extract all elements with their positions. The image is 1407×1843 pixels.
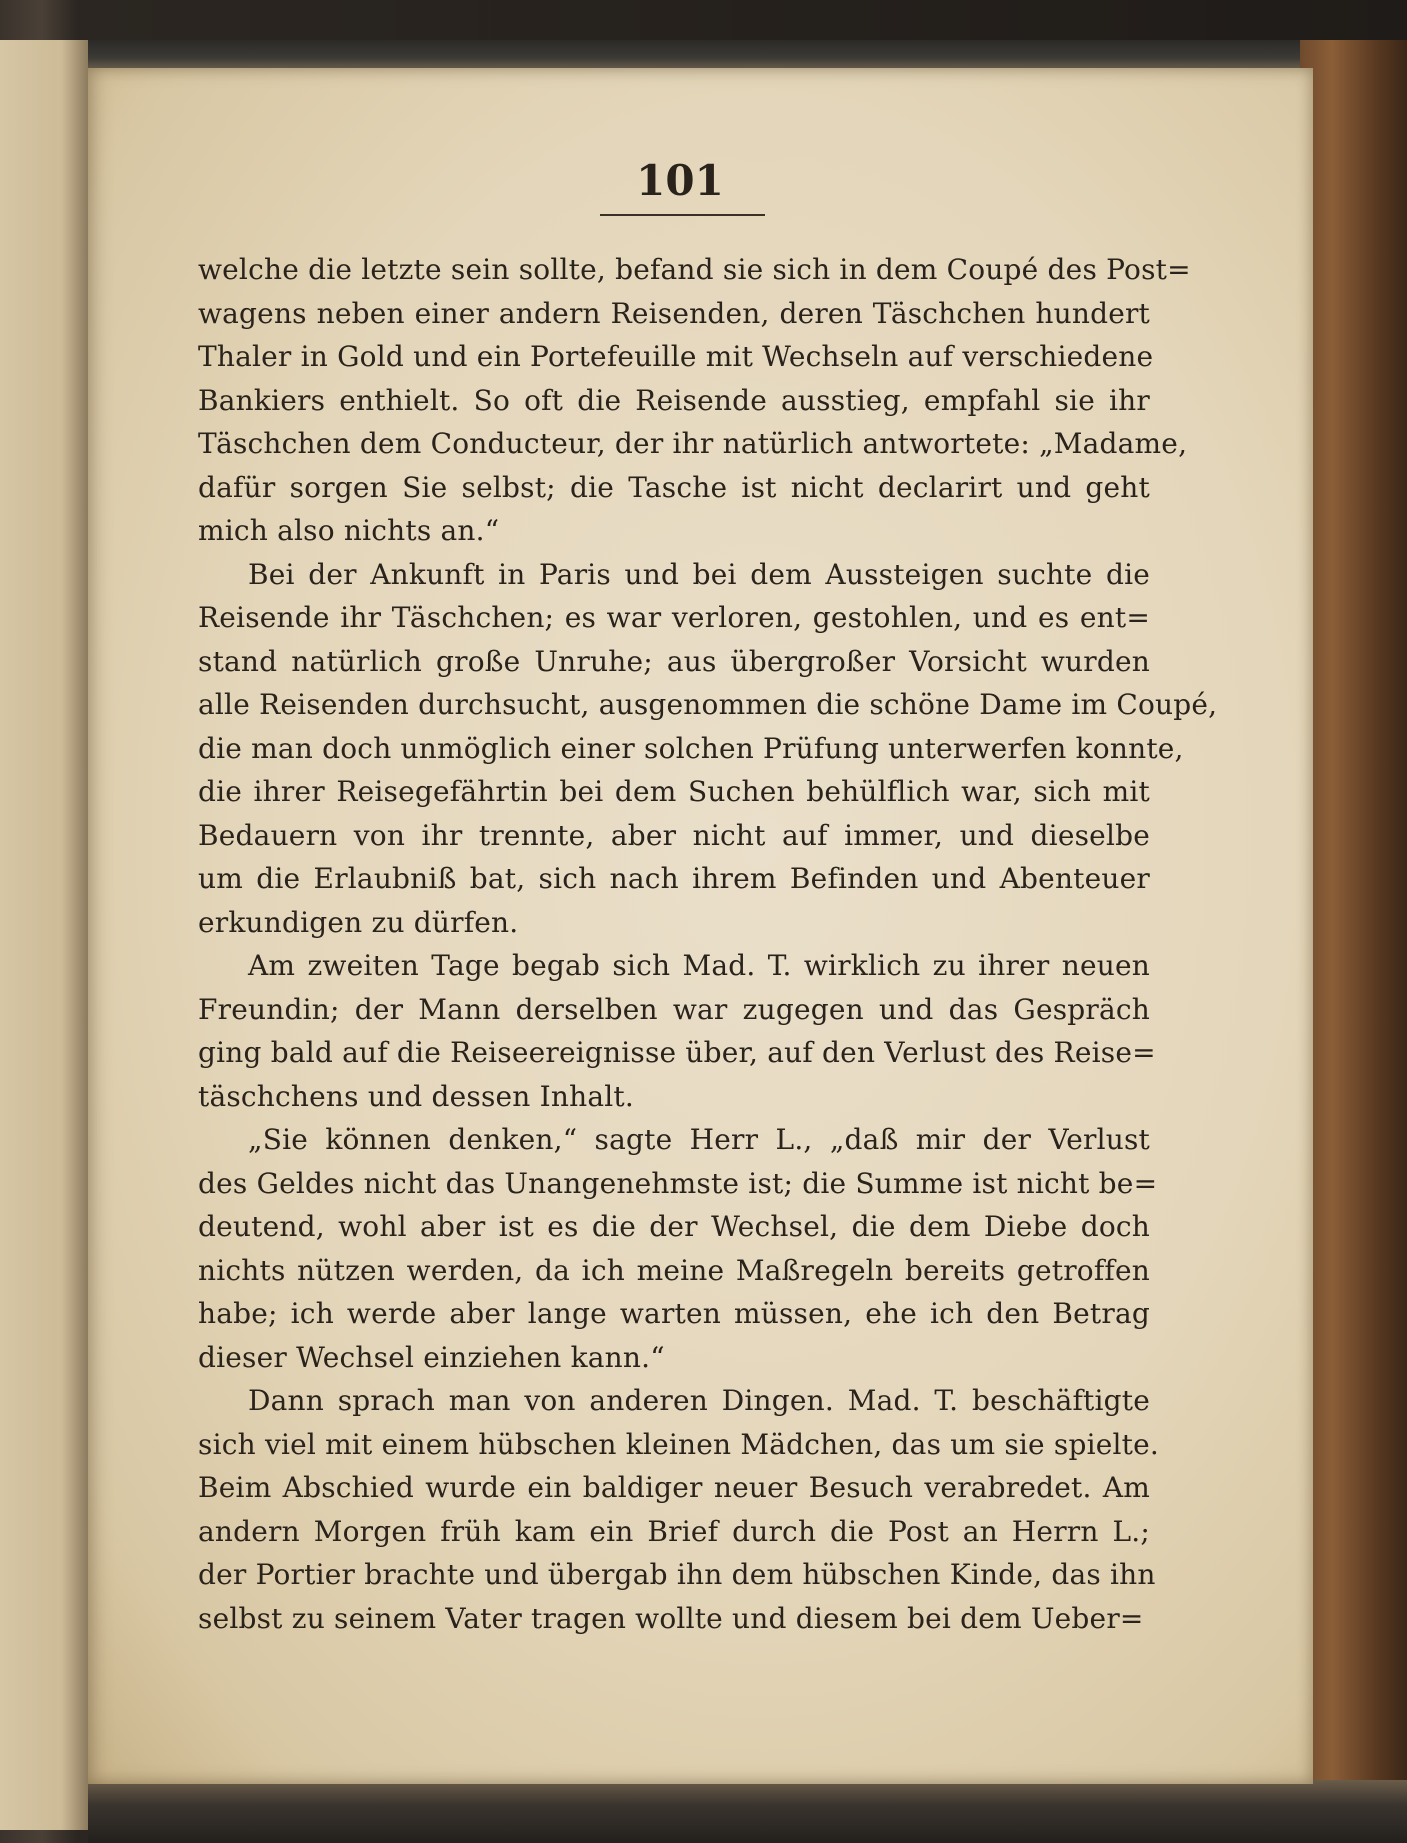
- text-line: Dann sprach man von anderen Dingen. Mad. T. beschäftigte: [248, 1384, 1150, 1417]
- text-line: des Geldes nicht das Unangenehmste ist; die Summe ist nicht be=: [198, 1166, 1158, 1200]
- text-line: nichts nützen werden, da ich meine Maßregeln bereits getroffen: [198, 1253, 1150, 1287]
- text-line: Reisende ihr Täschchen; es war verloren, gestohlen, und es ent=: [198, 601, 1150, 634]
- paragraph: [198, 1379, 1160, 1640]
- book-cover-right: [1300, 40, 1407, 1843]
- page-number-rule: [600, 214, 765, 216]
- text-line: mich also nichts an.“: [198, 514, 500, 547]
- text-line: die ihrer Reisegefährtin bei dem Suchen behülflich war, sich mit: [198, 775, 1150, 808]
- text-line: erkundigen zu dürfen.: [198, 905, 519, 939]
- page-text: [198, 248, 1218, 1640]
- text-line: ging bald auf die Reiseereignisse über, auf den Verlust des Reise=: [198, 1036, 1156, 1069]
- text-line: Bedauern von ihr trennte, aber nicht auf immer, und dieselbe: [198, 818, 1150, 852]
- left-page-edge: [0, 40, 88, 1830]
- paragraph: [198, 1118, 1158, 1379]
- text-line: um die Erlaubniß bat, sich nach ihrem Befinden und Abenteuer: [198, 862, 1150, 895]
- text-line: welche die letzte sein sollte, befand sie sich in dem Coupé des Post=: [198, 253, 1191, 286]
- text-line: Beim Abschied wurde ein baldiger neuer Besuch verabredet. Am: [198, 1471, 1150, 1504]
- text-line: habe; ich werde aber lange warten müssen, ehe ich den Betrag: [198, 1297, 1150, 1330]
- text-line: sich viel mit einem hübschen kleinen Mädchen, das um sie spielte.: [198, 1427, 1160, 1461]
- text-line: Am zweiten Tage begab sich Mad. T. wirklich zu ihrer neuen: [248, 949, 1150, 982]
- text-line: dafür sorgen Sie selbst; die Tasche ist nicht declarirt und geht: [198, 470, 1150, 504]
- text-line: Täschchen dem Conducteur, der ihr natürlich antwortete: „Madame,: [198, 427, 1188, 460]
- book-cover-top: [88, 40, 1407, 70]
- text-line: Bankiers enthielt. So oft die Reisende ausstieg, empfahl sie ihr: [198, 383, 1150, 417]
- text-line: alle Reisenden durchsucht, ausgenommen die schöne Dame im Coupé,: [198, 688, 1218, 721]
- text-line: der Portier brachte und übergab ihn dem hübschen Kinde, das ihn: [198, 1558, 1156, 1591]
- book-cover-bottom: [88, 1780, 1407, 1843]
- text-line: Freundin; der Mann derselben war zugegen und das Gespräch: [198, 992, 1150, 1026]
- text-line: täschchens und dessen Inhalt.: [198, 1079, 634, 1113]
- text-line: Bei der Ankunft in Paris und bei dem Aussteigen suchte die: [248, 557, 1150, 591]
- text-line: deutend, wohl aber ist es die der Wechsel, die dem Diebe doch: [198, 1210, 1150, 1243]
- paragraph: [198, 248, 1191, 553]
- text-line: andern Morgen früh kam ein Brief durch die Post an Herrn L.;: [198, 1514, 1150, 1548]
- text-line: selbst zu seinem Vater tragen wollte und diesem bei dem Ueber=: [198, 1601, 1144, 1635]
- paragraph: [198, 944, 1156, 1118]
- text-line: die man doch unmöglich einer solchen Prüfung unterwerfen konnte,: [198, 731, 1184, 765]
- paragraph: [198, 553, 1218, 945]
- text-line: wagens neben einer andern Reisenden, deren Täschchen hundert: [198, 296, 1150, 330]
- text-line: stand natürlich große Unruhe; aus übergroßer Vorsicht wurden: [198, 644, 1150, 678]
- text-line: dieser Wechsel einziehen kann.“: [198, 1340, 665, 1374]
- page-number: 101: [636, 156, 724, 205]
- text-line: „Sie können denken,“ sagte Herr L., „daß mir der Verlust: [248, 1123, 1150, 1156]
- text-line: Thaler in Gold und ein Portefeuille mit Wechseln auf verschiedene: [198, 340, 1154, 373]
